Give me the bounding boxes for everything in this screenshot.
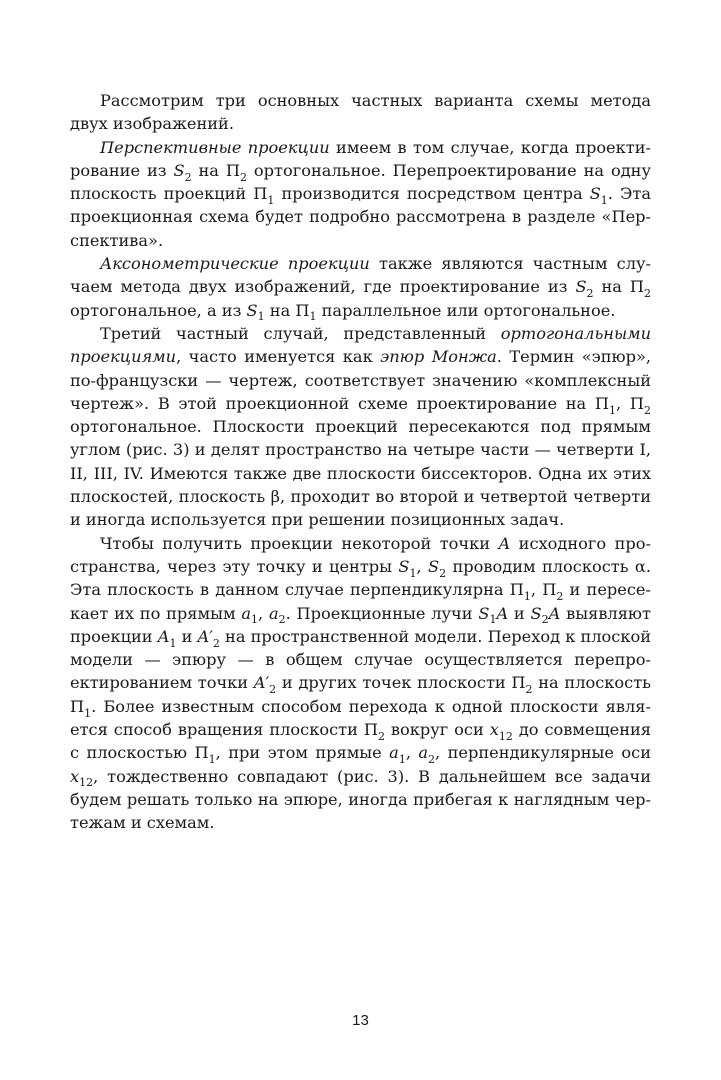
math-variable: a (418, 743, 429, 763)
text-run: , часто именуется как (176, 347, 381, 367)
math-variable: A′ (197, 626, 213, 646)
text-run: на пространственной модели. Переход к плоской модели — эпюру — в общем случае осуществляется перепроектированием точки (70, 626, 652, 693)
subscript: 1 (609, 403, 617, 417)
subscript: 2 (269, 683, 277, 697)
subscript: 1 (84, 706, 92, 720)
text-run: . Термин «эпюр», по-французски — чертеж, соответствует значению «комплексный чертеж». В этой проекционной схеме проектирование на Π (70, 347, 651, 413)
text-run: ортогональное. Перепроектирование на одну плоскость проекций Π (70, 160, 651, 204)
paragraph (70, 89, 651, 136)
subscript: 1 (251, 613, 259, 627)
italic-term: Перспективные проекции (100, 137, 330, 157)
text-run: , Π (530, 580, 557, 600)
subscript: 1 (523, 590, 531, 604)
paragraph (70, 252, 651, 322)
subscript: 2 (541, 613, 549, 627)
math-variable: A′ (253, 673, 270, 693)
text-run: , при этом прямые (215, 743, 390, 763)
subscript: 1 (409, 566, 417, 580)
text-run: ортогональное. Плоскости проекций пересекаются под прямым углом (рис. 3) и делят пространство на четыре части — четверти I, II, III, IV. Имеются также две плоскости биссекторов. Одна их этих плоскостей, плоскость β, проходит во второй и четвертой четверти и иногда используется при решении позиционных задач. (70, 417, 651, 530)
text-run: . Эта проекционная схема будет подробно рассмотрена в разделе «Перспектива». (70, 184, 651, 250)
subscript: 1 (398, 753, 406, 767)
subscript: 1 (208, 753, 216, 767)
text-run: Чтобы получить проекции некоторой точки (100, 533, 499, 553)
math-variable: S (428, 556, 440, 576)
text-run: , (258, 603, 269, 623)
italic-term: Аксонометрические проекции (100, 254, 370, 274)
subscript: 2 (278, 613, 286, 627)
math-variable: S (575, 277, 587, 297)
subscript: 2 (377, 729, 385, 743)
paragraph (70, 532, 651, 835)
text-run: исходного пространства, через эту точку и центры (70, 533, 651, 576)
subscript: 2 (428, 753, 436, 767)
text-run: , (416, 556, 429, 576)
math-variable: S (173, 160, 185, 180)
subscript: 1 (169, 636, 177, 650)
math-variable: S (246, 300, 258, 320)
math-variable: a (241, 603, 252, 623)
italic-term: ортогональными проекциями (70, 323, 651, 367)
text-run: , тождественно совпадают (рис. 3). В дальнейшем все задачи будем решать только на эпюре, иногда прибегая к наглядным чертежам и схемам. (70, 766, 651, 833)
subscript: 2 (643, 403, 651, 417)
text-run: и пересекает их по прямым (70, 580, 651, 623)
text-run: на Π (593, 277, 644, 297)
text-run: , (405, 743, 419, 763)
subscript: 2 (525, 683, 533, 697)
math-variable: x (70, 766, 80, 786)
text-run: производится посредством центра (274, 184, 590, 204)
subscript: 2 (184, 170, 192, 184)
math-variable: a (268, 603, 279, 623)
math-variable: S (589, 184, 601, 204)
subscript: 1 (489, 613, 497, 627)
math-variable: S (398, 556, 410, 576)
text-run: выявляют проекции (70, 603, 651, 646)
subscript: 2 (212, 636, 220, 650)
text-run: параллельное или ортогональное. (316, 300, 616, 320)
text-run: ортогональное, а из (70, 300, 247, 320)
text-run: также являются частным случаем метода двух изображений, где проектирование из (70, 254, 651, 297)
text-run: на Π (191, 160, 240, 180)
text-run: вокруг оси (384, 720, 490, 740)
text-run: до совмещения с плоскостью Π (70, 720, 651, 763)
text-run: имеем в том случае, когда проектирование из (70, 137, 651, 180)
text-run: Третий частный случай, представленный (100, 323, 501, 343)
text-run: . Проекционные лучи (285, 603, 479, 623)
text-run: . Более известным способом перехода к одной плоскости является способ вращения плоскости Π (70, 696, 651, 740)
text-run: проводим плоскость α. Эта плоскость в данном случае перпендикулярна Π (70, 556, 652, 600)
subscript: 2 (439, 566, 447, 580)
subscript: 2 (240, 170, 247, 184)
text-run: и (176, 626, 198, 646)
math-variable: A (498, 533, 511, 553)
page-number: 13 (352, 1012, 369, 1029)
subscript: 12 (498, 729, 513, 743)
math-variable: A (157, 626, 170, 646)
math-variable: A (496, 603, 509, 623)
text-run: , перпендикулярные оси (435, 743, 652, 763)
math-variable: x (489, 720, 499, 740)
subscript: 2 (644, 287, 651, 301)
text-run: и других точек плоскости Π (276, 673, 526, 693)
subscript: 2 (586, 287, 594, 301)
subscript: 12 (79, 776, 94, 790)
body-text (70, 89, 651, 835)
text-run: Рассмотрим три основных частных варианта схемы метода двух изображений. (70, 91, 651, 134)
math-variable: S (530, 603, 542, 623)
italic-term: эпюр Монжа (380, 347, 497, 367)
subscript: 1 (257, 310, 265, 324)
text-run: и (508, 603, 531, 623)
subscript: 1 (309, 310, 317, 324)
paragraph (70, 136, 651, 252)
subscript: 1 (267, 193, 275, 207)
math-variable: a (389, 743, 399, 763)
text-run: , Π (616, 393, 644, 413)
subscript: 2 (556, 590, 564, 604)
subscript: 1 (600, 193, 608, 207)
text-run: на плоскость Π (70, 673, 651, 716)
text-run: на Π (264, 300, 310, 320)
math-variable: A (548, 603, 561, 623)
math-variable: S (478, 603, 490, 623)
paragraph (70, 322, 651, 532)
